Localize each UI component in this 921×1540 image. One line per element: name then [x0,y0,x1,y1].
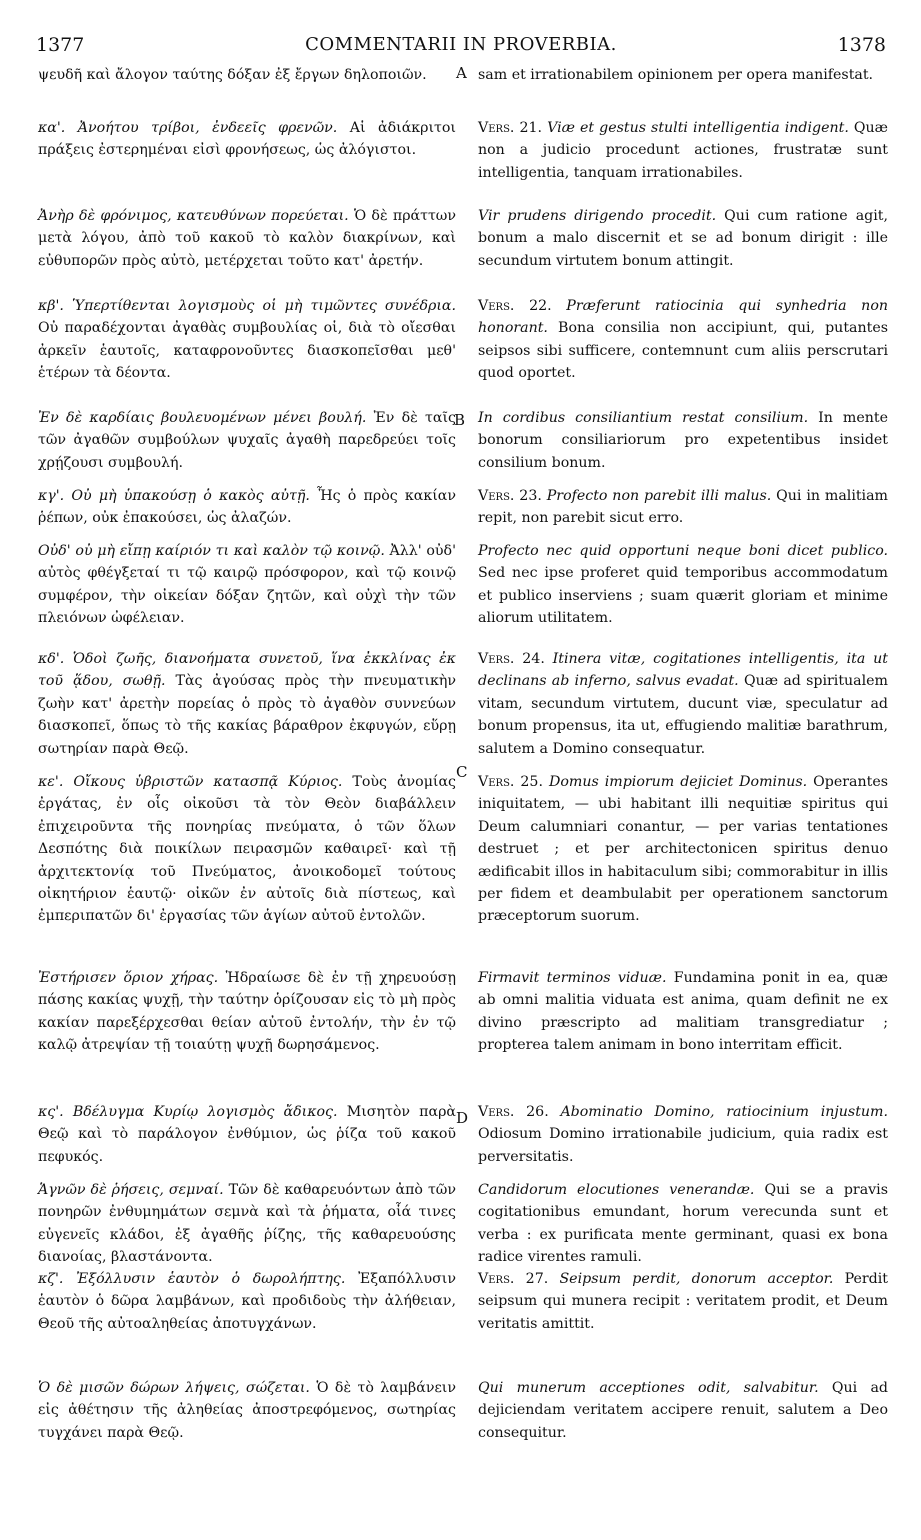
lemma-text: Qui munerum acceptiones odit, salvabitur. [478,1380,819,1396]
latin-paragraph [478,1101,888,1168]
commentary-text: Ὁ δὲ πράττων μετὰ λόγου, ἀπὸ τοῦ κακοῦ τὸ καλὸν διακρίνων, καὶ εὐθυπορῶν πρὸς αὐτὸ, μετέρχεται τοῦτο κατ' ἀρετήν. [38,208,457,269]
commentary-text: ψευδῆ καὶ ἄλογον ταύτης δόξαν ἐξ ἔργων δηλοποιῶν. [38,67,427,83]
latin-paragraph [478,1179,888,1269]
latin-paragraph [478,407,888,474]
commentary-text: Fundamina ponit in ea, quæ ab omni malitia viduata est anima, quam definit ne ex divino præscripto ad malitiam transgrediatur ; propterea talem animam in bono interritam efficit. [478,970,889,1054]
lemma-text: Ἐστήρισεν ὅριον χήρας. [38,970,219,986]
lemma-text: Ὁ δὲ μισῶν δώρων λήψεις, σώζεται. [38,1380,310,1396]
greek-paragraph [38,485,456,530]
page-number-right: 1378 [837,34,886,56]
lemma-text: κς'. Βδέλυγμα Κυρίῳ λογισμὸς ἄδικος. [38,1104,338,1120]
commentary-text: Αἱ ἀδιάκριτοι πράξεις ἐστερημέναι εἰσὶ φρονήσεως, ὡς ἀλόγιστοι. [38,120,457,159]
verse-number: Vers. 24. [478,651,545,667]
latin-paragraph [478,648,888,760]
commentary-text: Quæ non a judicio procedunt actiones, frustratæ sunt intelligentia, tanquam irrationabiles. [478,120,888,181]
lemma-text: In cordibus consiliantium restat consilium. [478,410,809,426]
commentary-text: Qui ad dejiciendam veritatem accipere renuit, salutem a Deo consequitur. [478,1380,888,1441]
latin-paragraph [478,1268,888,1335]
commentary-text: sam et irrationabilem opinionem per opera manifestat. [478,67,874,83]
greek-paragraph [38,295,456,385]
commentary-text: In mente bonorum consiliariorum pro expetentibus insidet consilium bonum. [478,410,888,471]
greek-paragraph [38,967,456,1057]
section-marker-d: D [456,1109,469,1127]
commentary-text: Οὐ παραδέχονται ἀγαθὰς συμβουλίας οἱ, διὰ τὸ οἴεσθαι ἀρκεῖν ἑαυτοῖς, καταφρονοῦντες διασκοπεῖσθαι μεθ' ἑτέρων τὰ δέοντα. [38,320,456,382]
lemma-text: Domus impiorum dejiciet Dominus. [542,774,808,790]
greek-paragraph [38,205,456,272]
commentary-text: Perdit seipsum qui munera recipit : veritatem prodit, et Deum veritatis amittit. [478,1271,889,1332]
lemma-text: Profecto nec quid opportuni neque boni dicet publico. [478,543,888,559]
greek-paragraph [38,407,456,474]
lemma-text: Ἀνὴρ δὲ φρόνιμος, κατευθύνων πορεύεται. [38,208,349,224]
commentary-text: Τοὺς ἀνομίας ἐργάτας, ἐν οἷς οἰκοῦσι τὰ τὸν Θεὸν διαβάλλειν ἐπιχειροῦντα τῆς πονηρίας πνεύματα, ὁ τῶν ὅλων Δεσπότης διὰ ποικίλων πειρασμῶν καθαιρεῖ· καὶ τῇ ἀρχιτεκτονίᾳ τοῦ Πνεύματος, ἀνοικοδομεῖ τούτους οἰκητήριον ἑαυτῷ· οἰκῶν ἐν αὐτοῖς διὰ πίστεως, καὶ ἐμπεριπατῶν δι' ἐργασίας τῶν ἁγίων αὐτοῦ ἐντολῶν. [38,774,457,925]
commentary-text: Μισητὸν παρὰ Θεῷ καὶ τὸ παράλογον ἐνθύμιον, ὡς ῥίζα τοῦ κακοῦ πεφυκός. [38,1104,456,1165]
page-header [36,34,886,60]
commentary-text: Quæ ad spiritualem vitam, secundum virtutem, ducunt viæ, speculatur ad bonum propensus, ita ut, effugiendo malitiæ barathrum, salutem a Domino consequatur. [478,673,889,757]
commentary-text: Bona consilia non accipiunt, qui, putantes seipsos sibi sufficere, contemnunt cum aliis perscrutari quod oportet. [478,320,888,382]
commentary-text: Ἧς ὁ πρὸς κακίαν ῥέπων, οὐκ ἐπακούσει, ὡς ἀλαζών. [38,488,457,527]
lemma-text: Abominatio Domino, ratiocinium injustum. [548,1104,888,1120]
verse-number: Vers. 26. [478,1104,549,1120]
greek-paragraph [38,1268,456,1335]
section-marker-a: A [456,64,467,82]
lemma-text: Οὐδ' οὐ μὴ εἴπῃ καίριόν τι καὶ καλὸν τῷ κοινῷ. [38,543,385,559]
commentary-text: Ἀλλ' οὐδ' αὐτὸς φθέγξεταί τι τῷ καιρῷ πρόσφορον, καὶ τῷ κοινῷ συμφέρον, τὴν οἰκείαν δόξαν ζητῶν, καὶ οὐχὶ τὴν τῶν πλειόνων ὠφέλειαν. [38,543,457,627]
lemma-text: κα'. Ἀνοήτου τρίβοι, ἐνδεεῖς φρενῶν. [38,120,338,136]
section-marker-b: B [454,411,466,429]
lemma-text: Firmavit terminos viduæ. [478,970,667,986]
latin-paragraph [478,967,888,1057]
latin-paragraph [478,1377,888,1444]
greek-paragraph [38,648,456,760]
latin-paragraph [478,485,888,530]
lemma-text: κβ'. Ὑπερτίθενται λογισμοὺς οἱ μὴ τιμῶντες συνέδρια. [38,298,456,314]
verse-number: Vers. 27. [478,1271,549,1287]
lemma-text: Ἁγνῶν δὲ ῥήσεις, σεμναί. [38,1182,224,1198]
commentary-text: Ὁ δὲ τὸ λαμβάνειν εἰς ἀθέτησιν τῆς ἀληθείας ἀποστρεφόμενος, σωτηρίας τυγχάνει παρὰ Θεῷ. [38,1380,456,1441]
commentary-text: Ἐξαπόλλυσιν ἑαυτὸν ὁ δῶρα λαμβάνων, καὶ προδιδοὺς τὴν ἀλήθειαν, Θεοῦ τῆς αὐτοαληθείας ἀποτυγχάνων. [38,1271,456,1332]
lemma-text: Candidorum elocutiones venerandæ. [478,1182,755,1198]
greek-paragraph [38,1101,456,1168]
commentary-text: Qui se a pravis cogitationibus emundant, horum verecunda sunt et verba : ex purificata mente germinant, quasi ex bona radice virentes ramuli. [478,1182,888,1266]
commentary-text: Τῶν δὲ καθαρευόντων ἀπὸ τῶν πονηρῶν ἐνθυμημάτων σεμνὰ καὶ τὰ ῥήματα, οἷά τινες εὐγενεῖς κλάδοι, ἐξ ἀγαθῆς ῥίζης, τῆς καθαρευούσης διανοίας, βλαστάνοντα. [38,1182,456,1266]
lemma-text: Itinera vitæ, cogitationes intelligentis, ita ut declinans ab inferno, salvus evadat. [478,651,889,690]
greek-paragraph [38,540,456,630]
verse-number: Vers. 22. [478,298,552,314]
lemma-text: Ἐν δὲ καρδίαις βουλευομένων μένει βουλή. [38,410,367,426]
latin-paragraph [478,771,888,928]
latin-paragraph [478,64,888,86]
commentary-text: Τὰς ἀγούσας πρὸς τὴν πνευματικὴν ζωὴν κατ' ἀρετὴν πορείας ὁ πρὸς τὸ ἀγαθὸν συννεύων διασκοπεῖ, ὅπως τὸ τῆς κακίας βάραθρον ἐκφυγών, εὕρῃ σωτηρίαν παρὰ Θεῷ. [38,673,456,757]
latin-paragraph [478,295,888,385]
greek-paragraph [38,64,456,86]
commentary-text: Qui in malitiam repit, non parebit sicut erro. [478,488,889,527]
commentary-text: Operantes iniquitatem, — ubi habitant illi nequitiæ spiritus qui Deum calumniari conantur, — per varias tentationes destruet ; et per architectonicen spiritus denuo ædificabit illos in habitaculum sibi; commorabitur in illis per fidem et deambulabit per operationem sanctorum præceptorum suorum. [478,774,888,925]
verse-number: Vers. 21. [478,120,543,136]
lemma-text: κγ'. Οὐ μὴ ὑπακούσῃ ὁ κακὸς αὐτῇ. [38,488,310,504]
commentary-text: Sed nec ipse proferet quid temporibus accommodatum et publico inserviens ; suam quærit gloriam et minime aliorum utilitatem. [478,565,888,627]
commentary-text: Ἐν δὲ ταῖς τῶν ἀγαθῶν συμβούλων ψυχαῖς ἀγαθὴ παρεδρεύει τοῖς χρῄζουσι συμβουλή. [38,410,456,471]
commentary-text: Ἡδραίωσε δὲ ἐν τῇ χηρευούσῃ πάσης κακίας ψυχῇ, τὴν ταύτην ὁρίζουσαν εἰς τὸ μὴ πρὸς κακίαν παρεξέρχεσθαι θείαν αὐτοῦ ἐντολήν, τὴν ἐν τῷ καλῷ ἀτρεψίαν τῇ τοιαύτῃ ψυχῇ δωρησάμενος. [38,970,456,1054]
greek-paragraph [38,117,456,162]
commentary-text: Odiosum Domino irrationabile judicium, quia radix est perversitatis. [478,1126,888,1165]
lemma-text: Vir prudens dirigendo procedit. [478,208,717,224]
page-number-left: 1377 [36,34,85,56]
lemma-text: Præferunt ratiocinia qui synhedria non honorant. [478,298,889,337]
verse-number: Vers. 23. [478,488,542,504]
verse-number: Vers. 25. [478,774,543,790]
running-title: COMMENTARII IN PROVERBIA. [305,34,617,55]
lemma-text: κδ'. Ὁδοὶ ζωῆς, διανοήματα συνετοῦ, ἵνα ἐκκλίνας ἐκ τοῦ ᾅδου, σωθῇ. [38,651,456,690]
greek-paragraph [38,1377,456,1444]
lemma-text: Profecto non parebit illi malus. [541,488,772,504]
greek-paragraph [38,1179,456,1269]
latin-paragraph [478,117,888,184]
section-marker-c: C [456,763,468,781]
latin-paragraph [478,540,888,630]
commentary-text: Qui cum ratione agit, bonum a malo discernit et se ad bonum dirigit : ille secundum virtutem bonum attingit. [478,208,889,269]
lemma-text: κζ'. Ἐξόλλυσιν ἑαυτὸν ὁ δωρολήπτης. [38,1271,346,1287]
latin-paragraph [478,205,888,272]
lemma-text: Viæ et gestus stulti intelligentia indigent. [542,120,849,136]
greek-paragraph [38,771,456,928]
lemma-text: κε'. Οἴκους ὑβριστῶν κατασπᾷ Κύριος. [38,774,343,790]
lemma-text: Seipsum perdit, donorum acceptor. [548,1271,834,1287]
